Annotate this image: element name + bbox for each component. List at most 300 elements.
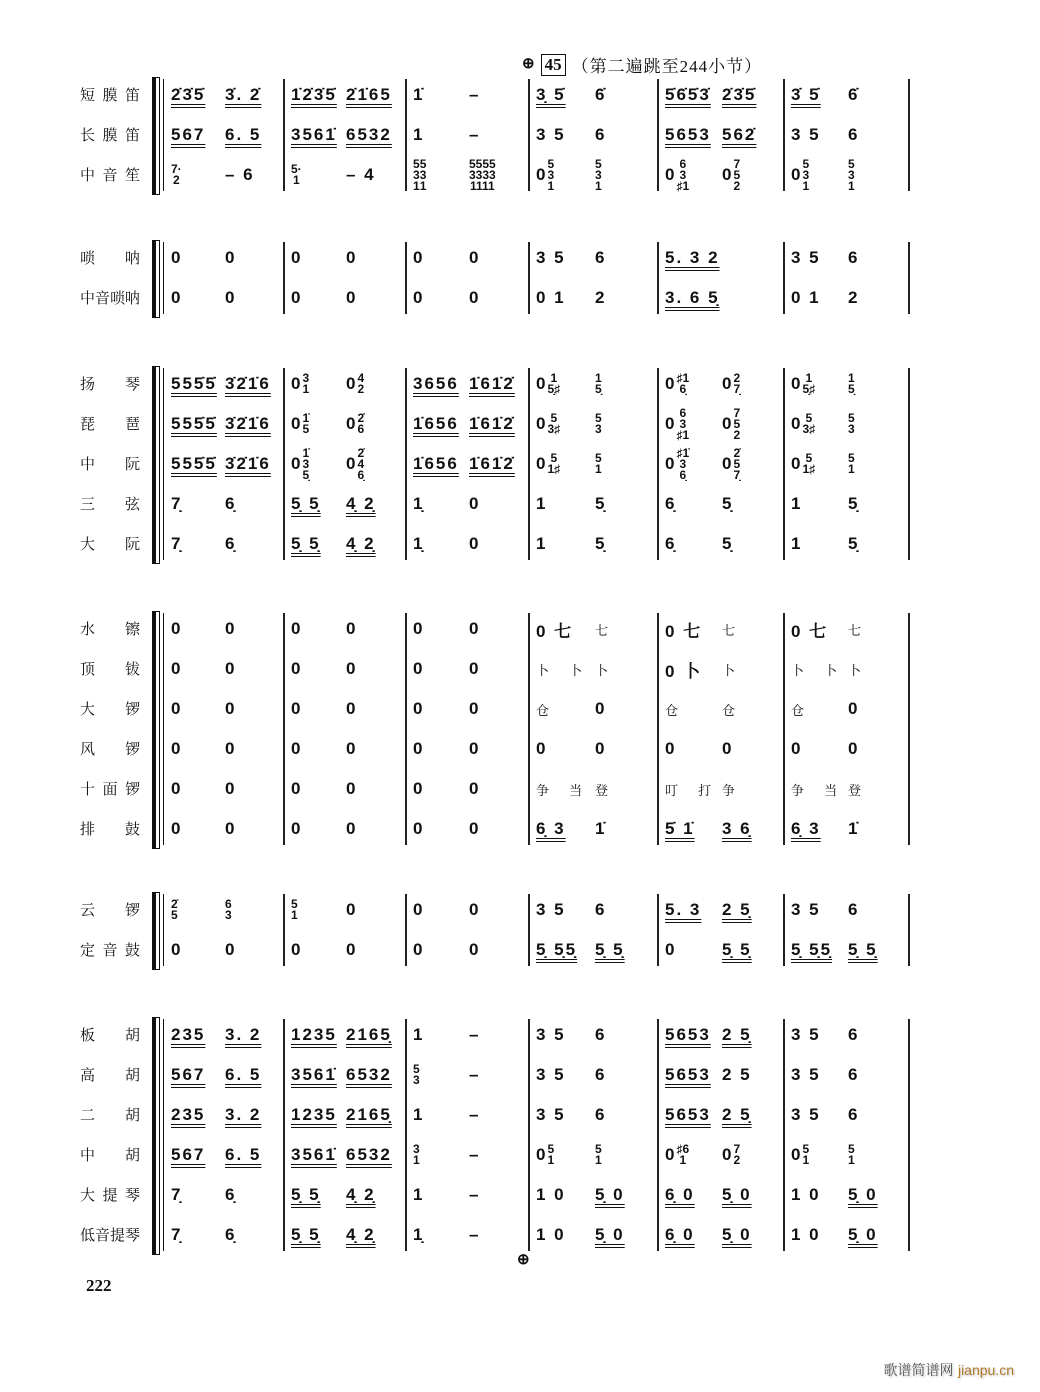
beat: 2̇3̇5̇ (722, 85, 757, 104)
beat: 1 (536, 534, 548, 553)
measure (291, 1015, 401, 1055)
beat: 0 (469, 619, 481, 638)
beat: 3 5 (536, 900, 566, 919)
beat: 0 1 5̣♯ (536, 371, 561, 396)
beat: 0 (665, 940, 677, 959)
watermark-cn: 歌谱简谱网 (883, 1363, 954, 1379)
coda-icon: ⊕ (522, 56, 535, 72)
beat: 0 (469, 739, 481, 758)
chord-stack: 2 7̣ (733, 371, 741, 396)
measure (291, 364, 401, 404)
measure (171, 238, 279, 278)
instrument-row (0, 729, 1040, 769)
beat: 0 (171, 619, 183, 638)
chord-stack: 5 3 (413, 1062, 420, 1087)
beat: 6̣ 3 (536, 819, 566, 838)
measure (413, 75, 524, 115)
beat: 0 (595, 699, 607, 718)
beat (291, 155, 302, 195)
measure (536, 155, 653, 195)
chord-stack: 2̇ 4 6̣ (357, 445, 365, 482)
instrument-group-winds (0, 75, 1040, 195)
beat: 7̣ (171, 1225, 183, 1244)
beat: 5653 (665, 1065, 711, 1084)
beat: 0 (346, 288, 358, 307)
beat: 0 (346, 699, 358, 718)
measure (536, 278, 653, 318)
beat: – (469, 125, 481, 144)
beat: 0 5 3 1 (536, 156, 555, 193)
measure (791, 1175, 904, 1215)
chord-stack: 5 1♯ (802, 451, 816, 476)
beat: 0 (171, 659, 183, 678)
beat: 5̣ 0 (722, 1185, 752, 1204)
measure (536, 649, 653, 689)
measure (665, 689, 779, 729)
beat: 0 (225, 739, 237, 758)
measure (171, 278, 279, 318)
measure (665, 1055, 779, 1095)
measure (291, 155, 401, 195)
chord-stack: 5 1 (291, 897, 298, 922)
beat: 1235 (291, 1105, 337, 1124)
beat: – 4 (346, 165, 376, 184)
beat: 0 (469, 494, 481, 513)
beat: 0 (225, 288, 237, 307)
beat: 0 (346, 940, 358, 959)
instrument-label: 板胡 (80, 1026, 140, 1044)
beat: 1235 (291, 1025, 337, 1044)
measure (413, 1215, 524, 1255)
beat: 0 4 2 (346, 371, 365, 396)
beat: 6 (595, 1025, 607, 1044)
beat: 6̣ 0 (665, 1225, 695, 1244)
measure (413, 769, 524, 809)
beat: 0 (225, 940, 237, 959)
beat: 卜 卜 (536, 663, 591, 679)
beat: 0 (469, 534, 481, 553)
beat: 0 (413, 900, 425, 919)
beat: 6̣ (225, 534, 237, 553)
beat: 5̣ (595, 534, 607, 553)
beat: 3̣ 5̇ (536, 85, 566, 104)
beat: 0 (595, 739, 607, 758)
instrument-row (0, 444, 1040, 484)
chord-stack: 5 3 1 (419, 156, 427, 193)
measure (536, 609, 653, 649)
instrument-label: 高胡 (80, 1066, 140, 1084)
measure (413, 689, 524, 729)
instrument-label: 中阮 (80, 455, 140, 473)
beat (413, 155, 426, 195)
beat: – (469, 1105, 481, 1124)
beat: 0 (291, 659, 303, 678)
beat: 4̣ 2̣ (346, 1185, 376, 1204)
beat: 0 6 3 ♯1 (665, 156, 690, 193)
beat: 1 0 (536, 1185, 566, 1204)
measure (791, 1215, 904, 1255)
beat (848, 444, 855, 484)
measure (791, 115, 904, 155)
beat: 5̣ 5̣ (291, 494, 321, 513)
beat: 0 (346, 248, 358, 267)
beat: 3 5 (536, 1105, 566, 1124)
instrument-label: 顶钹 (80, 660, 140, 678)
beat: 3 5 (536, 1065, 566, 1084)
measure (536, 1095, 653, 1135)
measure (791, 809, 904, 849)
chord-stack: 5 3♯ (802, 411, 816, 436)
beat: 0 (413, 659, 425, 678)
chord-stack: 7· 2 (171, 162, 182, 187)
beat: 0 (225, 619, 237, 638)
beat: 仓 (791, 703, 813, 719)
coda-icon-bottom: ⊕ (517, 1251, 530, 1268)
instrument-label: 唢呐 (80, 249, 140, 267)
chord-stack: 5 3 1 (595, 156, 602, 193)
instrument-label: 风锣 (80, 740, 140, 758)
beat: 0 5 1 (791, 1142, 810, 1167)
instrument-row (0, 689, 1040, 729)
beat: 567 (171, 1145, 206, 1164)
beat: 5̣ 0 (848, 1225, 878, 1244)
beat: 2̇3̇5̇ (171, 85, 206, 104)
beat: 0 ♯6 1 (665, 1142, 690, 1167)
beat: 0 (171, 779, 183, 798)
beat: 6 (848, 248, 860, 267)
chord-stack: 5 1♯ (547, 451, 561, 476)
beat: 5̣ 0 (722, 1225, 752, 1244)
beat: 1̇656 (413, 414, 459, 433)
beat: 4̣ 2̣ (346, 534, 376, 553)
beat: 3̇2̇1̇6 (225, 414, 271, 433)
measure (171, 1135, 279, 1175)
beat: 6 (595, 1105, 607, 1124)
beat: 5̣ 5̣ (848, 940, 878, 959)
beat: 6532 (346, 125, 392, 144)
beat: 0 (848, 739, 860, 758)
measure (413, 115, 524, 155)
measure (536, 364, 653, 404)
beat: 仓 (665, 703, 687, 719)
instrument-label: 中音笙 (80, 166, 140, 184)
beat: 0 (225, 699, 237, 718)
beat: 卜 (848, 663, 870, 679)
measure (413, 890, 524, 930)
beat: 6̇ (595, 85, 607, 104)
beat: 567 (171, 1065, 206, 1084)
beat: 6532 (346, 1065, 392, 1084)
measure (665, 769, 779, 809)
instrument-row (0, 75, 1040, 115)
beat: 5̇6̇5̇3̇ (665, 85, 711, 104)
beat: 1̣ (413, 1225, 425, 1244)
beat: 3561̇ (291, 1145, 337, 1164)
instrument-row (0, 890, 1040, 930)
beat: 3̇2̇1̇6 (225, 454, 271, 473)
measure (291, 729, 401, 769)
chord-stack: 1 5̣♯ (802, 371, 816, 396)
measure (413, 364, 524, 404)
beat (413, 1055, 420, 1095)
beat: 争 当 (791, 783, 846, 799)
measure (291, 115, 401, 155)
measure (665, 1095, 779, 1135)
beat (291, 890, 298, 930)
beat: 0 (346, 659, 358, 678)
instrument-label: 长膜笛 (80, 126, 140, 144)
beat: 1̇ (848, 819, 860, 838)
measure (791, 1135, 904, 1175)
measure (665, 115, 779, 155)
beat (469, 155, 496, 195)
measure (536, 890, 653, 930)
instrument-label: 大锣 (80, 700, 140, 718)
beat: 5. 3 2 (665, 248, 720, 267)
beat: 3 5 (536, 125, 566, 144)
beat: 叮 打 (665, 783, 720, 799)
measure (171, 1015, 279, 1055)
beat: 0 七 (536, 621, 574, 641)
beat: 3 5 (791, 1065, 821, 1084)
instrument-row (0, 278, 1040, 318)
beat (595, 364, 602, 404)
chord-stack: ♯1̇ 3 6̣ (676, 445, 690, 482)
chord-stack: 5 3 1 (848, 156, 855, 193)
measure (791, 404, 904, 444)
beat: 5̣ 0 (848, 1185, 878, 1204)
instrument-label: 短膜笛 (80, 86, 140, 104)
measure (413, 1055, 524, 1095)
measure (536, 238, 653, 278)
chord-stack: ♯6 1 (676, 1142, 690, 1167)
beat: – (469, 1225, 481, 1244)
measure (536, 1055, 653, 1095)
beat: 0 1 (536, 288, 566, 307)
beat: 0 (171, 739, 183, 758)
beat: 1 (791, 494, 803, 513)
measure (665, 609, 779, 649)
measure (665, 1215, 779, 1255)
beat: 登 (848, 783, 870, 799)
beat: 567 (171, 125, 206, 144)
beat: 1 (413, 125, 425, 144)
instrument-group-percussion (0, 609, 1040, 849)
beat (225, 890, 232, 930)
beat: 0 (791, 739, 803, 758)
beat: 0 3 1 (291, 371, 310, 396)
beat: 0 (171, 248, 183, 267)
beat: 卜 (722, 663, 744, 679)
chord-stack: 5 1 (848, 1142, 855, 1167)
chord-stack: 3 1 (302, 371, 310, 396)
measure (171, 649, 279, 689)
beat (595, 404, 602, 444)
beat: 6̣ (665, 534, 677, 553)
beat: 5̣ 5̣ (291, 534, 321, 553)
beat: 2̇1̇65 (346, 85, 392, 104)
measure (291, 1095, 401, 1135)
beat: 仓 (722, 703, 744, 719)
beat: 6 (848, 1065, 860, 1084)
measure (291, 1055, 401, 1095)
measure (171, 115, 279, 155)
chord-stack: 1 5̣♯ (547, 371, 561, 396)
measure (291, 649, 401, 689)
beat: 6̇ (848, 85, 860, 104)
beat: 5̣ (722, 534, 734, 553)
beat: 七 (848, 623, 870, 639)
beat: 0 (346, 779, 358, 798)
measure (413, 238, 524, 278)
measure (791, 1015, 904, 1055)
measure (171, 1175, 279, 1215)
beat: 4̣ 2̣ (346, 1225, 376, 1244)
beat: 6 (848, 900, 860, 919)
measure (413, 524, 524, 564)
measure (291, 769, 401, 809)
beat: 1 0 (791, 1225, 821, 1244)
measure (291, 1215, 401, 1255)
measure (791, 484, 904, 524)
measure (171, 404, 279, 444)
chord-stack: 5 1 (802, 1142, 810, 1167)
beat: 0 (225, 659, 237, 678)
watermark (884, 1360, 1015, 1380)
measure (291, 444, 401, 484)
beat: 235 (171, 1025, 206, 1044)
beat: 七 (595, 623, 617, 639)
chord-stack: 5 3 1 (413, 156, 420, 193)
measure (791, 649, 904, 689)
instrument-row (0, 649, 1040, 689)
beat: 5̣ 0 (595, 1185, 625, 1204)
chord-stack: 2̇ 5 (171, 897, 178, 922)
instrument-label: 定音鼓 (80, 941, 140, 959)
measure (536, 689, 653, 729)
beat: 0 (413, 739, 425, 758)
beat: 1 (791, 534, 803, 553)
measure (791, 1055, 904, 1095)
measure (171, 1215, 279, 1255)
measure (536, 75, 653, 115)
chord-stack: 3 1 (413, 1142, 420, 1167)
measure (791, 524, 904, 564)
beat: 1 (536, 494, 548, 513)
instrument-label: 中音唢呐 (80, 289, 141, 307)
instrument-row (0, 809, 1040, 849)
instrument-label: 水镲 (80, 620, 140, 638)
beat: 2 5̣ (722, 1105, 752, 1124)
chord-stack: 5 3 (595, 411, 602, 436)
measure (665, 278, 779, 318)
measure (665, 364, 779, 404)
measure (291, 1135, 401, 1175)
beat: 3561̇ (291, 125, 337, 144)
beat: 2 5 (722, 1065, 752, 1084)
beat: 0 7 2 (722, 1142, 741, 1167)
measure (171, 1095, 279, 1135)
measure (536, 930, 653, 970)
beat: – (469, 1065, 481, 1084)
chord-stack: 1̇ 5 (302, 411, 310, 436)
rehearsal-mark (522, 52, 762, 77)
beat: 555̇5̇ (171, 414, 217, 433)
instrument-row (0, 1015, 1040, 1055)
beat (595, 1135, 602, 1175)
chord-stack: ♯1 6̣ (676, 371, 690, 396)
beat (595, 444, 602, 484)
measure (171, 890, 279, 930)
beat (848, 1135, 855, 1175)
beat: 争 当 (536, 783, 591, 799)
measure (665, 444, 779, 484)
measure (413, 155, 524, 195)
instrument-label: 二胡 (80, 1106, 140, 1124)
beat: 0 (291, 248, 303, 267)
beat: 5̣ 5̣ (722, 940, 752, 959)
beat: 0 (346, 739, 358, 758)
measure (791, 444, 904, 484)
beat: 0 (225, 248, 237, 267)
beat: 0 (291, 819, 303, 838)
measure (291, 278, 401, 318)
beat: 3 5 (791, 900, 821, 919)
measure (536, 769, 653, 809)
beat: 0 ♯1 6̣ (665, 371, 690, 396)
beat: 0 2̇ 4 6̣ (346, 445, 365, 482)
beat: 0 5 1♯ (536, 451, 561, 476)
measure (665, 729, 779, 769)
beat: 0 7 5 2 (722, 156, 741, 193)
beat: 0 (413, 699, 425, 718)
beat: 5̣ (595, 494, 607, 513)
chord-stack: 1 5̣ (595, 371, 602, 396)
measure (413, 609, 524, 649)
beat: 0 ♯1̇ 3 6̣ (665, 445, 690, 482)
instrument-row (0, 1175, 1040, 1215)
beat: 5̣ (848, 534, 860, 553)
chord-stack: 5 1 (848, 451, 855, 476)
beat: 5̣ (722, 494, 734, 513)
beat: 0 5 3♯ (536, 411, 561, 436)
measure (536, 1215, 653, 1255)
beat: 7̣ (171, 1185, 183, 1204)
beat: 0 (469, 779, 481, 798)
chord-stack: 1̇ 3 5̣ (302, 445, 310, 482)
beat: 0 (291, 619, 303, 638)
instrument-label: 三弦 (80, 495, 140, 513)
chord-stack: 5 1 (595, 1142, 602, 1167)
beat: 1̇ (595, 819, 607, 838)
measure (791, 609, 904, 649)
beat: 5̣ (848, 494, 860, 513)
beat: 0 (469, 248, 481, 267)
chord-stack: 6 3 ♯1 (676, 405, 690, 442)
beat: 0 (171, 819, 183, 838)
chord-stack: 2̇ 5 7̣ (733, 445, 741, 482)
beat: 0 七 (665, 621, 703, 641)
measure (291, 809, 401, 849)
beat: 0 (171, 940, 183, 959)
beat: 2 (848, 288, 860, 307)
beat: 3561̇ (291, 1065, 337, 1084)
beat: 0 (665, 739, 677, 758)
beat: 七 (722, 623, 744, 639)
beat: 0 5 3 1 (791, 156, 810, 193)
instrument-row (0, 115, 1040, 155)
chord-stack: 7 2 (733, 1142, 741, 1167)
